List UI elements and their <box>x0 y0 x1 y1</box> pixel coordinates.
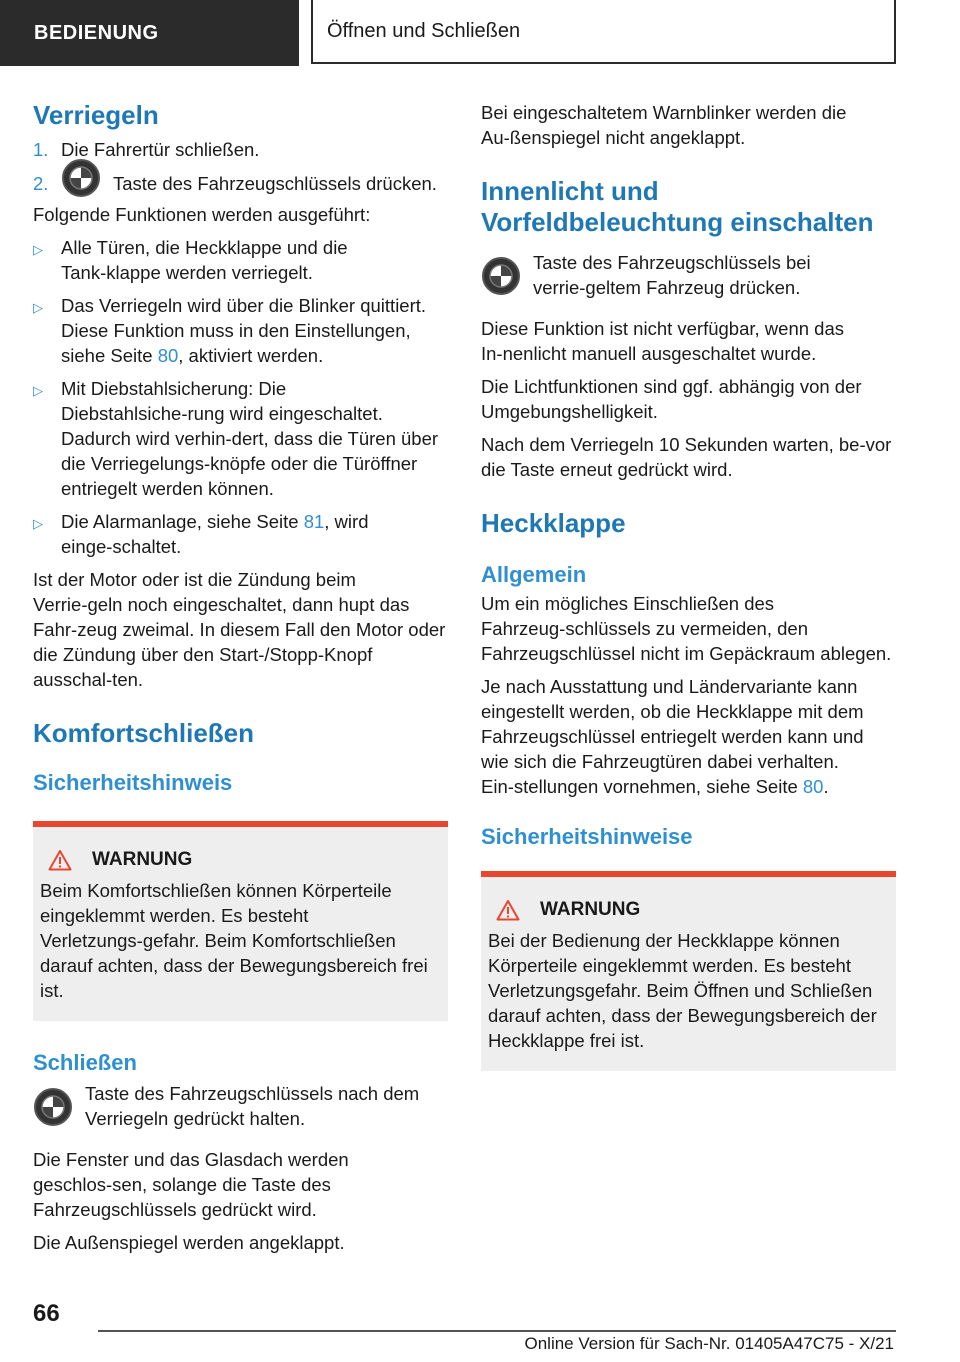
bullet-item: ▷ Das Verriegeln wird über die Blinker quittiert. Diese Funktion muss in den Einstellungen, siehe Seite 80, aktiviert werden. <box>33 295 427 366</box>
bullet-item: ▷ Die Alarmanlage, siehe Seite 81, wird einge‑schaltet. <box>33 511 369 557</box>
online-version-note: Online Version für Sach-Nr. 01405A47C75 - X/21 <box>524 1334 894 1353</box>
bullet-item: ▷ Alle Türen, die Heckklappe und die Tank‑klappe werden verriegelt. <box>33 237 348 283</box>
warning-triangle-icon <box>48 849 72 871</box>
step-2 <box>33 168 448 198</box>
key-instruction: Taste des Fahrzeugschlüssels bei verrie‑geltem Fahrzeug drücken. <box>481 250 896 300</box>
key-instruction: Taste des Fahrzeugschlüssels nach dem Verriegeln gedrückt halten. <box>33 1081 448 1131</box>
right-column <box>481 100 896 1071</box>
triangle-right-icon: ▷ <box>33 516 43 531</box>
warning-triangle-icon <box>496 899 520 921</box>
innenlicht-note: Diese Funktion ist nicht verfügbar, wenn das In‑nenlicht manuell ausgeschaltet wurde. <box>481 318 844 364</box>
spiegel-text: Die Außenspiegel werden angeklappt. <box>33 1232 345 1253</box>
page-header <box>0 0 960 66</box>
warning-title: WARNUNG <box>40 847 441 872</box>
bmw-key-button-icon <box>481 256 521 296</box>
fenster-text: Die Fenster und das Glasdach werden geschlos‑sen, solange die Taste des Fahrzeugschlüssels gedrückt wird. <box>33 1149 349 1220</box>
section-tab: BEDIENUNG <box>0 0 299 66</box>
warning-box <box>33 821 448 1021</box>
warning-text: Beim Komfortschließen können Körperteile eingeklemmt werden. Es besteht Verletzungs‑gefahr. Beim Komfortschließen darauf achten, dass der Bewegungsbereich frei ist. <box>40 880 428 1001</box>
allgemein-text: Je nach Ausstattung und Ländervariante kann eingestellt werden, ob die Heckklappe mit dem Fahrzeugschlüssel entriegelt werden kann und wie sich die Fahrzeugtüren dabei verhalten. Ein‑stellungen vornehmen, siehe Seite 80. <box>481 676 864 797</box>
step-text: Taste des Fahrzeugschlüssels drücken. <box>113 172 437 194</box>
chapter-title: Öffnen und Schließen <box>311 0 896 64</box>
bmw-key-button-icon <box>33 1087 73 1127</box>
heading-sicherheitshinweis: Sicherheitshinweis <box>33 770 233 795</box>
heading-sicherheitshinweise: Sicherheitshinweise <box>481 824 693 849</box>
heading-schliessen: Schließen <box>33 1050 137 1075</box>
footer-divider <box>98 1330 896 1332</box>
functions-intro: Folgende Funktionen werden ausgeführt: <box>33 204 371 225</box>
page-link[interactable]: 80 <box>157 345 179 366</box>
warning-title: WARNUNG <box>488 897 889 922</box>
step-number: 1. <box>33 139 49 160</box>
heading-komfortschliessen: Komfortschließen <box>33 718 255 748</box>
page-number: 66 <box>33 1300 60 1327</box>
motor-note: Ist der Motor oder ist die Zündung beim Verrie‑geln noch eingeschaltet, dann hupt das Fahr‑zeug zweimal. In diesem Fall den Motor oder die Zündung über den Start-/Stopp-Knopf ausschal‑ten. <box>33 569 446 690</box>
bullet-item: ▷ Mit Diebstahlsicherung: Die Diebstahlsiche‑rung wird eingeschaltet. Dadurch wird verhin‑dert, dass die Türen über die Verriegelungs‑knöpfe oder die Türöffner entriegelt werden können. <box>33 378 439 499</box>
triangle-right-icon: ▷ <box>33 300 43 315</box>
bmw-key-button-icon <box>61 158 101 198</box>
left-column <box>33 100 448 1255</box>
warning-text: Bei der Bedienung der Heckklappe können Körperteile eingeklemmt werden. Es besteht Verletzungsgefahr. Beim Öffnen und Schließen darauf achten, dass der Bewegungsbereich der Heckklappe frei ist. <box>488 930 877 1051</box>
warning-box <box>481 871 896 1071</box>
allgemein-text: Um ein mögliches Einschließen des Fahrzeug‑schlüssels zu vermeiden, den Fahrzeugschlüssel nicht im Gepäckraum ablegen. <box>481 593 892 664</box>
triangle-right-icon: ▷ <box>33 242 43 257</box>
heading-innenlicht: Innenlicht und Vorfeldbeleuchtung einschalten <box>481 176 874 237</box>
heading-heckklappe: Heckklappe <box>481 508 626 538</box>
heading-allgemein: Allgemein <box>481 562 587 587</box>
step-number: 2. <box>33 172 49 194</box>
page-link[interactable]: 81 <box>303 511 325 532</box>
heading-verriegeln: Verriegeln <box>33 100 159 130</box>
innenlicht-note: Nach dem Verriegeln 10 Sekunden warten, be‑vor die Taste erneut gedrückt wird. <box>481 434 892 480</box>
warnblinker-text: Bei eingeschaltetem Warnblinker werden die Au‑ßenspiegel nicht angeklappt. <box>481 102 847 148</box>
page-link[interactable]: 80 <box>802 776 824 797</box>
step-text: Die Fahrertür schließen. <box>61 139 260 160</box>
innenlicht-note: Die Lichtfunktionen sind ggf. abhängig von der Umgebungshelligkeit. <box>481 376 862 422</box>
triangle-right-icon: ▷ <box>33 383 43 398</box>
